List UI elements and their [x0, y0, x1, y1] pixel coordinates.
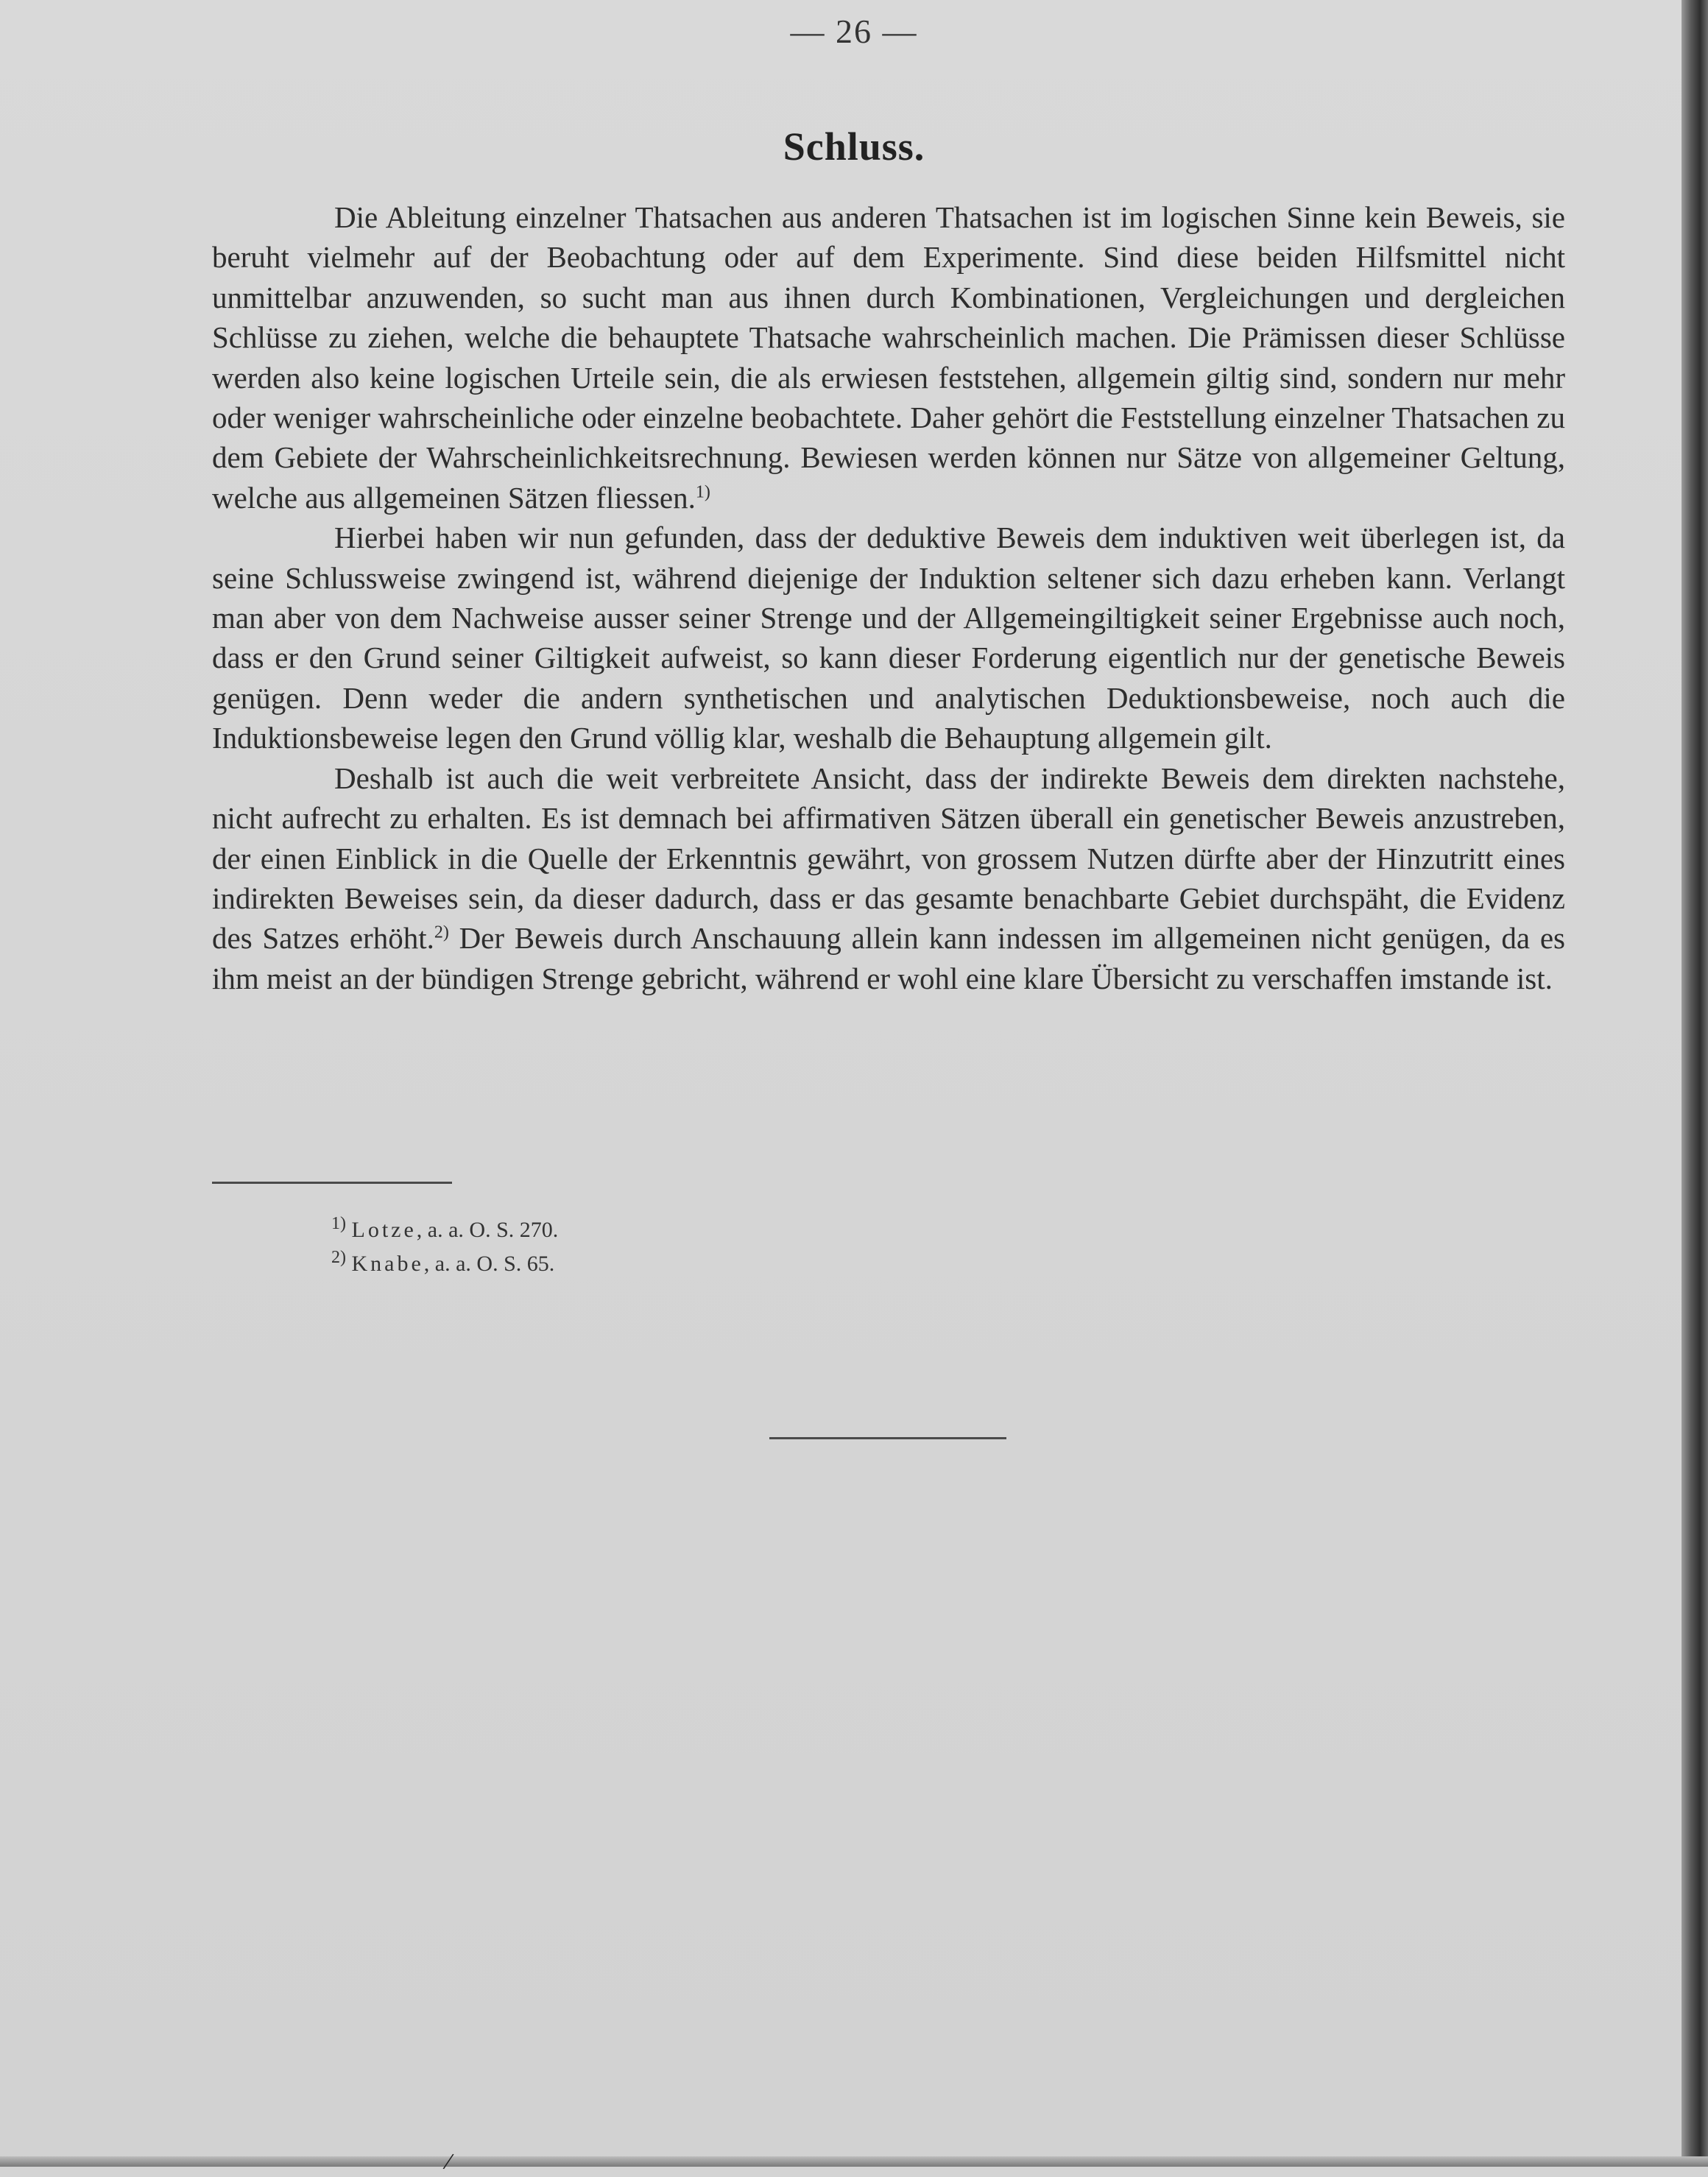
body-text — [212, 197, 1565, 998]
paragraph-1-text: Die Ableitung einzelner Thatsachen aus anderen Thatsachen ist im logischen Sinne kein Beweis, sie beruht vielmehr auf der Beobachtung oder auf dem Experimente. Sind diese beiden Hilfsmittel nicht unmittelbar anzuwenden, so sucht man aus ihnen durch Kombinationen, Vergleichungen und dergleichen Schlüsse zu ziehen, welche die behauptete Thatsache wahrscheinlich machen. Die Prämissen dieser Schlüsse werden also keine logischen Urteile sein, die als erwiesen feststehen, allgemein giltig sind, sondern nur mehr oder weniger wahrscheinliche oder einzelne beobachtete. Daher gehört die Feststellung einzelner Thatsachen zu dem Gebiete der Wahrscheinlichkeitsrechnung. Bewiesen werden können nur Sätze von allgemeiner Geltung, welche aus allgemeinen Sätzen fliessen. — [212, 200, 1565, 515]
page-bottom-edge — [0, 2156, 1708, 2167]
footnote-1-author: Lotze — [351, 1218, 417, 1242]
section-heading: Schluss. — [783, 124, 925, 169]
footnote-2 — [331, 1247, 558, 1281]
page-binding-edge — [1681, 0, 1708, 2167]
footnote-ref-1: 1) — [695, 482, 710, 502]
paragraph-3-text-before: Deshalb ist auch die weit verbreitete Ansicht, dass der indirekte Beweis dem direkten nachstehe, nicht aufrecht zu erhalten. Es ist demnach bei affirmativen Sätzen überall ein genetischer Beweis anzustreben, der einen Einblick in die Quelle der Erkenntnis gewährt, von grossem Nutzen dürfte aber der Hinzutritt eines indirekten Beweises sein, da dieser dadurch, dass er das gesamte benachbarte Gebiet durchspäht, die Evidenz des Satzes erhöht. — [212, 761, 1565, 956]
footnote-1-mark: 1) — [331, 1214, 346, 1233]
footnote-1 — [331, 1213, 558, 1247]
footnote-ref-2: 2) — [434, 922, 449, 942]
paragraph-3 — [212, 758, 1565, 998]
paragraph-2 — [212, 518, 1565, 758]
page-number: — 26 — — [790, 13, 918, 50]
paragraph-1 — [212, 197, 1565, 518]
ink-speck: / — [441, 2148, 456, 2176]
footnotes — [331, 1213, 558, 1281]
paragraph-3-text-after: Der Beweis durch Anschauung allein kann indessen im allgemeinen nicht genügen, da es ihm meist an der bündigen Strenge gebricht, während er wohl eine klare Übersicht zu verschaffen imstande ist. — [212, 921, 1565, 995]
footnote-2-mark: 2) — [331, 1248, 346, 1267]
footnote-2-ref: , a. a. O. S. 65. — [423, 1252, 555, 1276]
footnote-1-ref: , a. a. O. S. 270. — [416, 1218, 559, 1242]
end-divider — [769, 1437, 1006, 1439]
footnote-divider — [212, 1182, 452, 1184]
paragraph-2-text: Hierbei haben wir nun gefunden, dass der deduktive Beweis dem induktiven weit überlegen ist, da seine Schlussweise zwingend ist, während diejenige der Induktion seltener sich dazu erheben kann. Verlangt man aber von dem Nachweise ausser seiner Strenge und der Allgemeingiltigkeit seiner Ergebnisse auch noch, dass er den Grund seiner Giltigkeit aufweist, so kann dieser Forderung eigentlich nur der genetische Beweis genügen. Denn weder die andern synthetischen und analytischen Deduktionsbeweise, noch auch die Induktionsbeweise legen den Grund völlig klar, weshalb die Behauptung allgemein gilt. — [212, 521, 1565, 755]
footnote-2-author: Knabe — [351, 1252, 424, 1276]
